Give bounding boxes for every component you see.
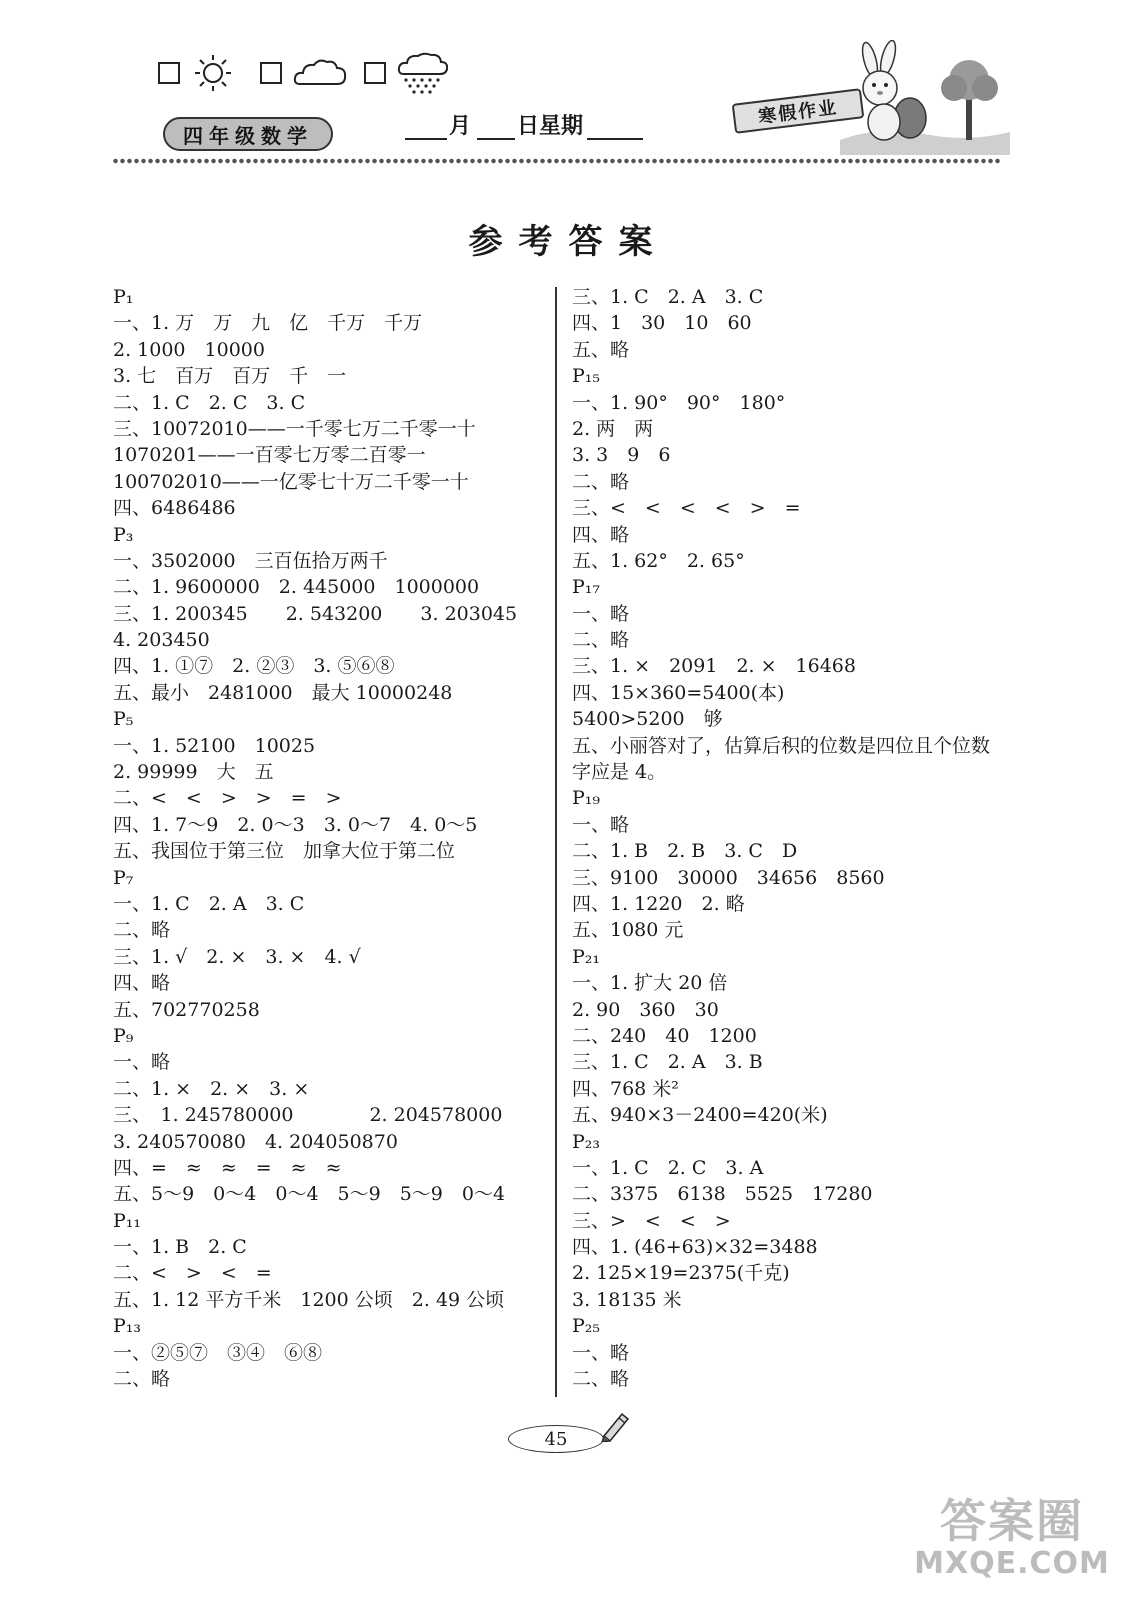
answer-line: 二、< < > > = > <box>113 787 342 810</box>
answer-line: 二、< > < = <box>113 1262 272 1285</box>
tree-icon <box>941 60 998 140</box>
month-label: 月 <box>449 114 472 139</box>
sun-icon <box>190 52 236 94</box>
rain-icon <box>396 52 448 94</box>
answer-line: 三、1. C 2. A 3. B <box>572 1051 763 1074</box>
header-dotted-divider <box>112 157 1000 165</box>
answer-line: 四、15×360=5400(本) <box>572 681 785 704</box>
answer-line: 五、最小 2481000 最大 10000248 <box>113 681 453 704</box>
answer-line: 4. 203450 <box>113 629 210 652</box>
rabbit-illustration <box>840 40 1010 155</box>
answer-line: 五、略 <box>572 338 630 361</box>
answer-line: P₁₅ <box>572 365 601 388</box>
answer-line: 2. 99999 大 五 <box>113 761 274 784</box>
answers-column-left <box>113 284 543 1392</box>
page-number: 45 <box>508 1425 604 1453</box>
answer-line: 5400>5200 够 <box>572 708 723 731</box>
answer-line: P₇ <box>113 866 134 889</box>
answer-line: 二、1. × 2. × 3. × <box>113 1077 310 1100</box>
answers-column-right <box>572 284 992 1392</box>
answer-line: 三、< < < < > = <box>572 497 801 520</box>
answer-line: 2. 两 两 <box>572 417 654 440</box>
answer-line: P₁₉ <box>572 787 601 810</box>
answer-line: 五、5～9 0～4 0～4 5～9 5～9 0～4 <box>113 1183 506 1206</box>
weather-checkbox-cloudy[interactable] <box>260 62 282 84</box>
answer-line: 二、略 <box>113 1368 171 1391</box>
answer-line: 一、略 <box>572 1341 630 1364</box>
answer-line: P₁₁ <box>113 1209 142 1232</box>
weather-checkbox-rainy[interactable] <box>364 62 386 84</box>
answer-line: 一、1. C 2. C 3. A <box>572 1156 764 1179</box>
day-weekday-label: 日星期 <box>517 114 584 139</box>
answer-line: 四、略 <box>572 523 630 546</box>
answer-line: 一、②⑤⑦ ③④ ⑥⑧ <box>113 1341 323 1364</box>
answer-line: 一、3502000 三百伍拾万两千 <box>113 549 388 572</box>
answer-line: 二、略 <box>572 629 630 652</box>
month-blank[interactable] <box>405 116 447 140</box>
answer-line: 四、1. (46+63)×32=3488 <box>572 1236 818 1259</box>
answer-line: P₉ <box>113 1024 134 1047</box>
date-line <box>405 110 643 140</box>
answer-line: 四、略 <box>113 972 171 995</box>
winter-homework-label: 寒假作业 <box>732 88 865 134</box>
cloud-icon <box>292 56 348 90</box>
watermark-url: MXQE.COM <box>914 1546 1110 1581</box>
answer-line: 3. 3 9 6 <box>572 444 671 467</box>
answer-line: P₁₃ <box>113 1315 142 1338</box>
answer-line: 三、1. √ 2. × 3. × 4. √ <box>113 945 361 968</box>
answer-line: P₂₁ <box>572 945 601 968</box>
weather-checkbox-sunny[interactable] <box>158 62 180 84</box>
answer-line: 五、小丽答对了，估算后积的位数是四位且个位数字应是 4。 <box>572 734 991 784</box>
answer-line: 三、1. C 2. A 3. C <box>572 286 764 308</box>
answer-line: 五、我国位于第三位 加拿大位于第二位 <box>113 840 456 863</box>
answer-line: 五、940×3－2400=420(米) <box>572 1104 828 1127</box>
answer-line: 2. 125×19=2375(千克) <box>572 1262 790 1285</box>
answer-line: P₂₃ <box>572 1130 601 1153</box>
answer-line: P₁₇ <box>572 576 601 599</box>
answer-line: 二、1. 9600000 2. 445000 1000000 <box>113 576 480 599</box>
answer-line: 五、702770258 <box>113 998 260 1021</box>
answer-line: 四、1. ①⑦ 2. ②③ 3. ⑤⑥⑧ <box>113 655 395 678</box>
answer-line: 100702010——一亿零七十万二千零一十 <box>113 470 469 493</box>
answer-line: 三、1. 200345 2. 543200 3. 203045 <box>113 602 518 625</box>
watermark-logo-text: 答案圈 <box>940 1494 1084 1548</box>
answer-line: 一、1. 52100 10025 <box>113 734 316 757</box>
answer-line: 五、1. 12 平方千米 1200 公顷 2. 49 公顷 <box>113 1288 505 1311</box>
grade-label: 四年级数学 <box>163 117 333 151</box>
page-title: 参考答案 <box>468 222 669 262</box>
answer-line: 二、3375 6138 5525 17280 <box>572 1183 873 1206</box>
answer-line: 一、1. C 2. A 3. C <box>113 892 305 915</box>
column-divider <box>555 287 557 1397</box>
answer-line: 二、略 <box>572 1368 630 1391</box>
page-header <box>0 0 1137 175</box>
weekday-blank[interactable] <box>587 116 643 140</box>
answer-line: 三、9100 30000 34656 8560 <box>572 866 885 889</box>
answer-line: 一、1. 90° 90° 180° <box>572 391 786 414</box>
watermark <box>892 1495 1132 1581</box>
answer-line: P₁ <box>113 286 134 308</box>
answer-line: 一、略 <box>113 1051 171 1074</box>
answer-line: 3. 18135 米 <box>572 1288 682 1311</box>
answer-line: 一、略 <box>572 813 630 836</box>
answer-line: 二、略 <box>572 470 630 493</box>
answer-line: 一、略 <box>572 602 630 625</box>
answer-line: 四、= ≈ ≈ = ≈ ≈ <box>113 1156 342 1179</box>
answer-line: 二、1. C 2. C 3. C <box>113 391 306 414</box>
answer-line: 五、1. 62° 2. 65° <box>572 549 745 572</box>
answer-line: 四、768 米² <box>572 1077 679 1100</box>
answer-line: 一、1. B 2. C <box>113 1236 247 1259</box>
answer-line: 二、略 <box>113 919 171 942</box>
answer-line: P₃ <box>113 523 134 546</box>
day-blank[interactable] <box>477 116 515 140</box>
answer-line: 四、1. 7～9 2. 0～3 3. 0～7 4. 0～5 <box>113 813 478 836</box>
answer-line: 二、1. B 2. B 3. C D <box>572 840 798 863</box>
answer-line: 四、1. 1220 2. 略 <box>572 893 745 916</box>
answer-line: 3. 七 百万 百万 千 一 <box>113 365 347 388</box>
pencil-icon <box>598 1408 632 1442</box>
answer-line: P₅ <box>113 708 134 731</box>
answer-line: 四、1 30 10 60 <box>572 312 752 335</box>
answer-line: 3. 240570080 4. 204050870 <box>113 1130 398 1153</box>
answer-line: 三、10072010——一千零七万二千零一十 <box>113 417 476 440</box>
answer-line: 二、240 40 1200 <box>572 1024 757 1047</box>
answer-line: 五、1080 元 <box>572 919 684 942</box>
answer-line: 2. 1000 10000 <box>113 338 265 361</box>
answer-line: P₂₅ <box>572 1315 601 1338</box>
answer-line: 四、6486486 <box>113 497 236 520</box>
answer-line: 一、1. 扩大 20 倍 <box>572 972 728 995</box>
rabbit-icon <box>860 40 900 140</box>
answer-line: 一、1. 万 万 九 亿 千万 千万 <box>113 312 423 335</box>
answer-line: 三、1. × 2091 2. × 16468 <box>572 655 856 678</box>
answer-line: 三、> < < > <box>572 1209 731 1232</box>
answer-line: 1070201——一百零七万零二百零一 <box>113 444 426 467</box>
answer-line: 三、 1. 245780000 2. 204578000 <box>113 1104 503 1127</box>
answer-line: 2. 90 360 30 <box>572 998 719 1021</box>
